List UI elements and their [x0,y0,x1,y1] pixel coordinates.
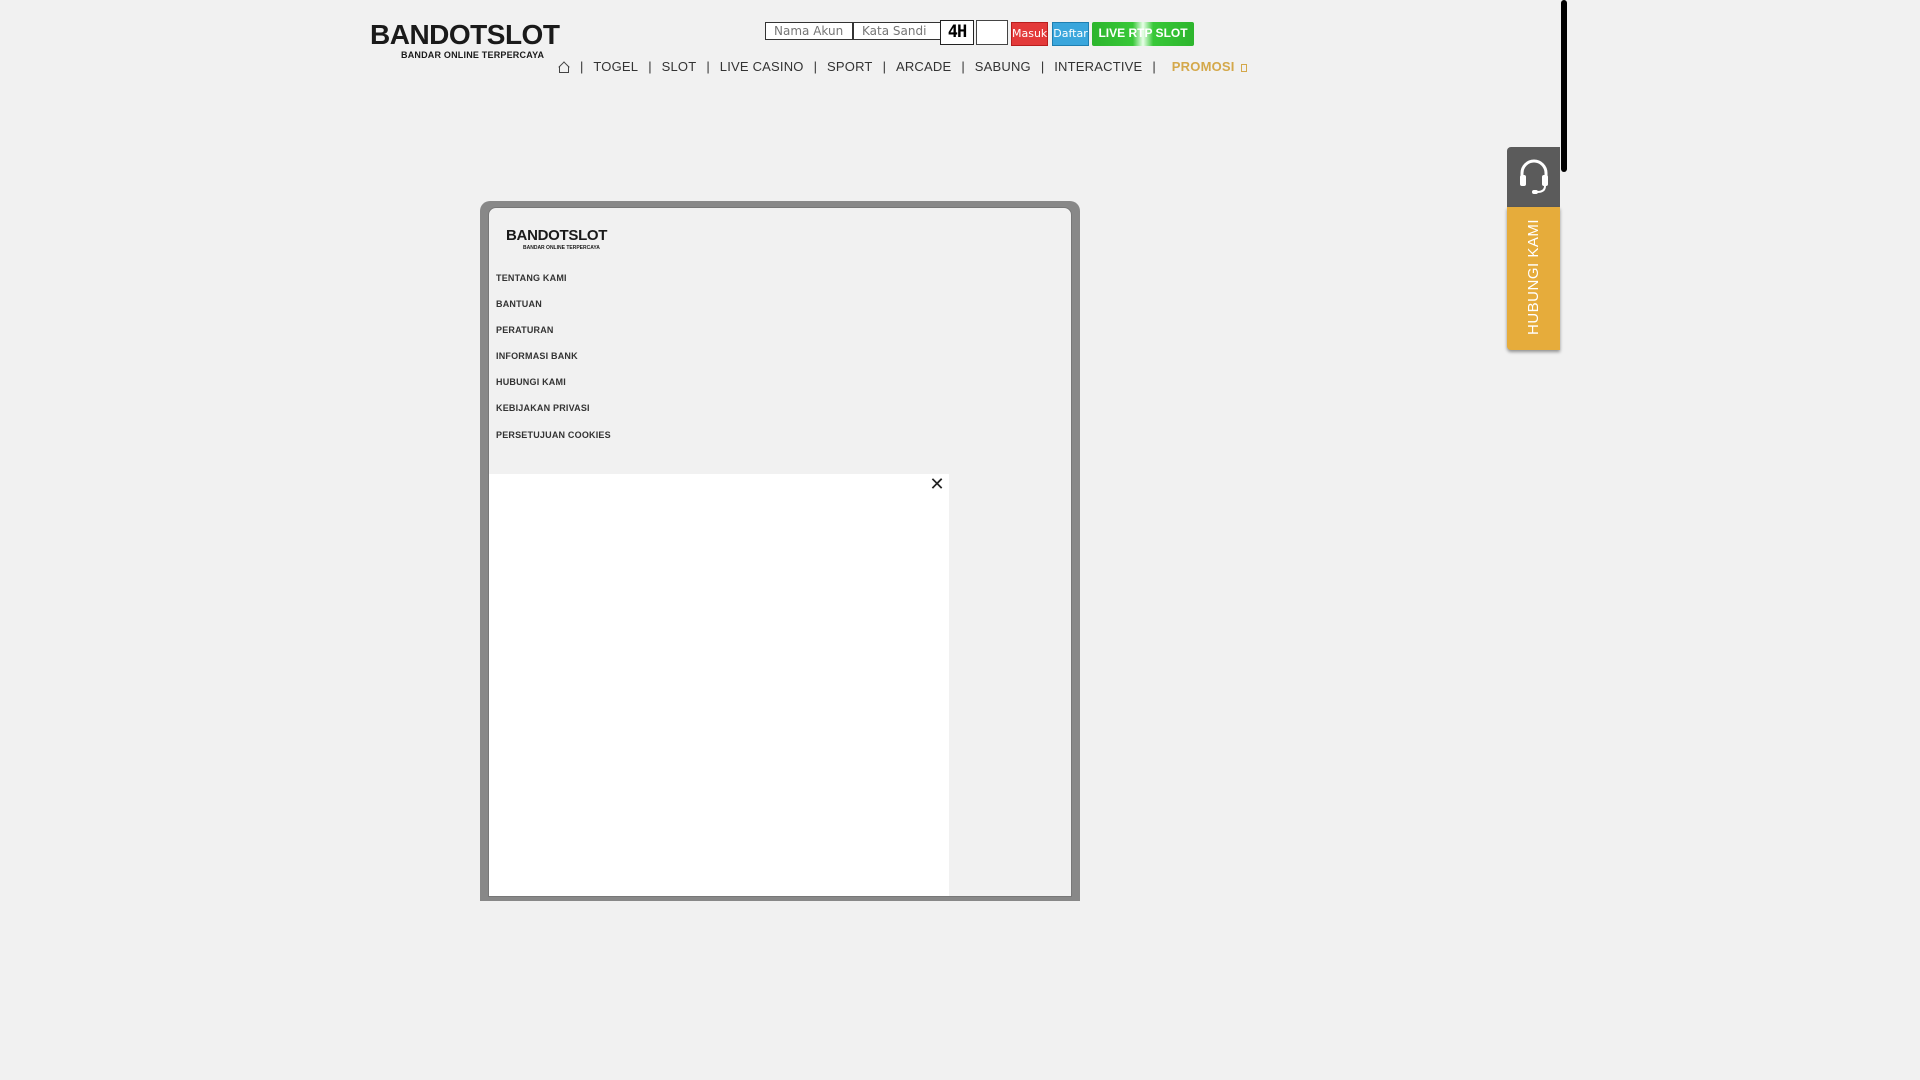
nav-separator: | [882,58,886,74]
headset-icon [1518,159,1550,195]
close-icon[interactable]: ✕ [929,474,945,495]
nav-separator: | [706,58,710,74]
footer-logo-tagline: BANDAR ONLINE TERPERCAYA [523,245,600,251]
menu-item-kebijakan-privasi[interactable]: KEBIJAKAN PRIVASI [496,403,590,414]
nav-item-togel[interactable]: TOGEL [593,58,639,74]
nav-item-sport[interactable]: SPORT [827,58,873,74]
contact-label: HUBUNGI KAMI [1525,218,1542,335]
nav-item-slot[interactable]: SLOT [661,58,697,74]
nav-item-sabung[interactable]: SABUNG [974,58,1031,74]
menu-item-bantuan[interactable]: BANTUAN [496,299,542,310]
captcha-image: 4H [940,20,974,45]
username-input[interactable] [765,22,853,40]
nav-separator: | [1152,58,1156,74]
logo-tagline: BANDAR ONLINE TERPERCAYA [401,50,545,60]
menu-item-hubungi-kami[interactable]: HUBUNGI KAMI [496,377,566,388]
footer-logo-wordmark: BANDOTSLOT [506,227,608,244]
menu-item-informasi-bank[interactable]: INFORMASI BANK [496,351,578,362]
logo-wordmark: BANDOTSLOT [370,19,560,50]
nav-separator: | [961,58,965,74]
content-panel [488,207,1072,897]
nav-item-promosi[interactable]: PROMOSI [1171,58,1235,74]
scrollbar-thumb[interactable] [1561,0,1567,172]
main-nav [555,57,1247,75]
nav-item-arcade[interactable]: ARCADE [895,58,952,74]
menu-item-peraturan[interactable]: PERATURAN [496,325,554,336]
live-rtp-slot-button[interactable]: LIVE RTP SLOT [1092,22,1194,46]
menu-item-tentang-kami[interactable]: TENTANG KAMI [496,273,567,283]
footer-logo[interactable] [506,227,607,251]
menu-item-persetujuan-cookies[interactable]: PERSETUJUAN COOKIES [496,429,611,440]
nav-separator: | [813,58,818,74]
captcha-input[interactable] [976,20,1008,45]
contact-tab[interactable] [1507,147,1560,352]
nav-item-interactive[interactable]: INTERACTIVE [1054,58,1143,74]
popup-panel [489,474,949,897]
content-frame [480,201,1080,901]
site-logo[interactable] [370,20,562,62]
nav-separator: | [1040,58,1045,74]
register-button[interactable]: Daftar [1052,22,1089,46]
contact-label-box[interactable] [1507,207,1560,350]
nav-item-live-casino[interactable]: LIVE CASINO [719,58,804,74]
nav-separator: | [580,58,584,74]
gift-icon [1241,64,1247,72]
home-icon[interactable] [558,62,570,74]
page-scrollbar[interactable] [1560,0,1568,882]
login-button[interactable]: Masuk [1011,22,1048,46]
password-input[interactable] [853,22,941,40]
nav-separator: | [648,58,652,74]
info-menu [496,272,611,455]
